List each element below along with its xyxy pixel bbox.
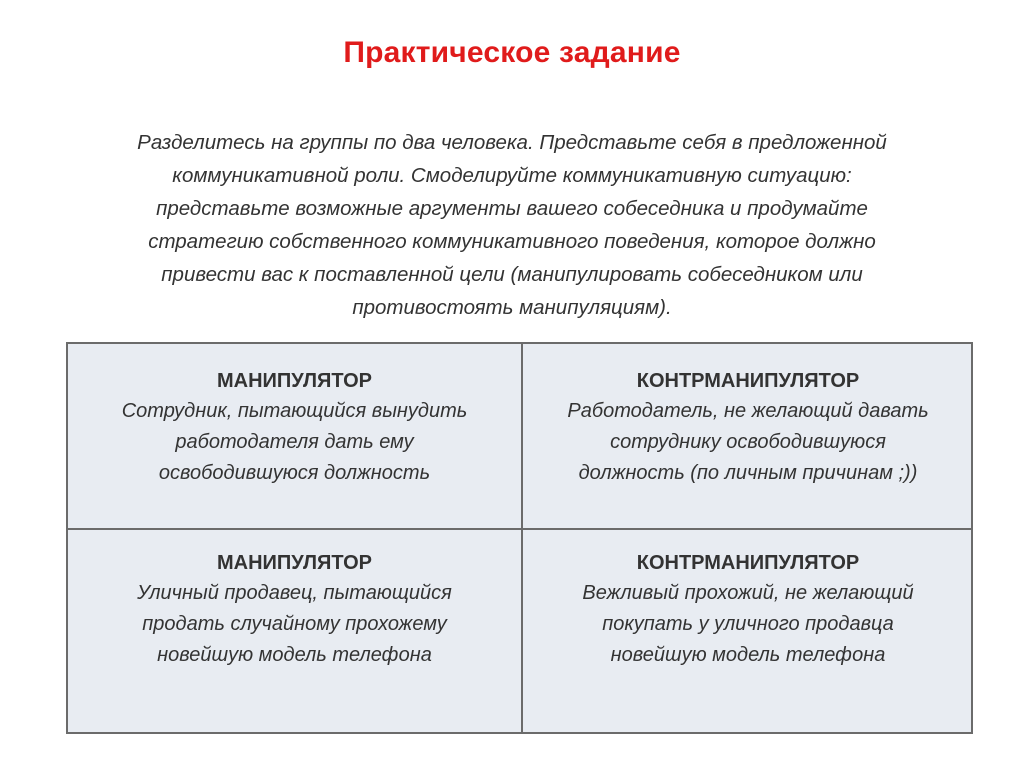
role-description-line: Уличный продавец, пытающийся — [137, 582, 452, 604]
role-description-line: продать случайному прохожему — [142, 613, 447, 635]
role-title: МАНИПУЛЯТОР — [217, 370, 372, 392]
instruction-line: противостоять манипуляциям). — [352, 296, 672, 319]
instruction-line: Разделитесь на группы по два человека. Представьте себя в предложенной — [137, 131, 887, 154]
instruction-line: коммуникативной роли. Смоделируйте коммуникативную ситуацию: — [172, 164, 852, 187]
role-description-line: сотруднику освободившуюся — [610, 431, 886, 453]
slide-title: Практическое задание — [343, 36, 681, 69]
role-title: МАНИПУЛЯТОР — [217, 552, 372, 574]
role-description-line: новейшую модель телефона — [610, 644, 886, 666]
role-description-line: работодателя дать ему — [175, 431, 414, 453]
role-title: КОНТРМАНИПУЛЯТОР — [636, 370, 860, 392]
role-cell-countermanipulator-2 — [521, 528, 973, 732]
role-description-line: Сотрудник, пытающийся вынудить — [121, 400, 468, 422]
role-cell-manipulator-1 — [68, 344, 521, 528]
role-cell-countermanipulator-1 — [521, 344, 973, 528]
role-description-line: новейшую модель телефона — [157, 644, 432, 666]
role-description-line: Вежливый прохожий, не желающий — [582, 582, 914, 604]
instruction-line: стратегию собственного коммуникативного поведения, которое должно — [148, 230, 876, 253]
role-cell-manipulator-2 — [68, 528, 521, 732]
role-description-line: Работодатель, не желающий давать — [567, 400, 929, 422]
role-title: КОНТРМАНИПУЛЯТОР — [636, 552, 860, 574]
roles-table — [66, 342, 973, 734]
instruction-line: привести вас к поставленной цели (манипулировать собеседником или — [161, 263, 863, 286]
role-description-line: покупать у уличного продавца — [602, 613, 894, 635]
role-description-line: освободившуюся должность — [158, 462, 431, 484]
instruction-line: представьте возможные аргументы вашего собеседника и продумайте — [156, 197, 868, 220]
task-instructions — [60, 126, 964, 324]
role-description-line: должность (по личным причинам ;)) — [578, 462, 918, 484]
